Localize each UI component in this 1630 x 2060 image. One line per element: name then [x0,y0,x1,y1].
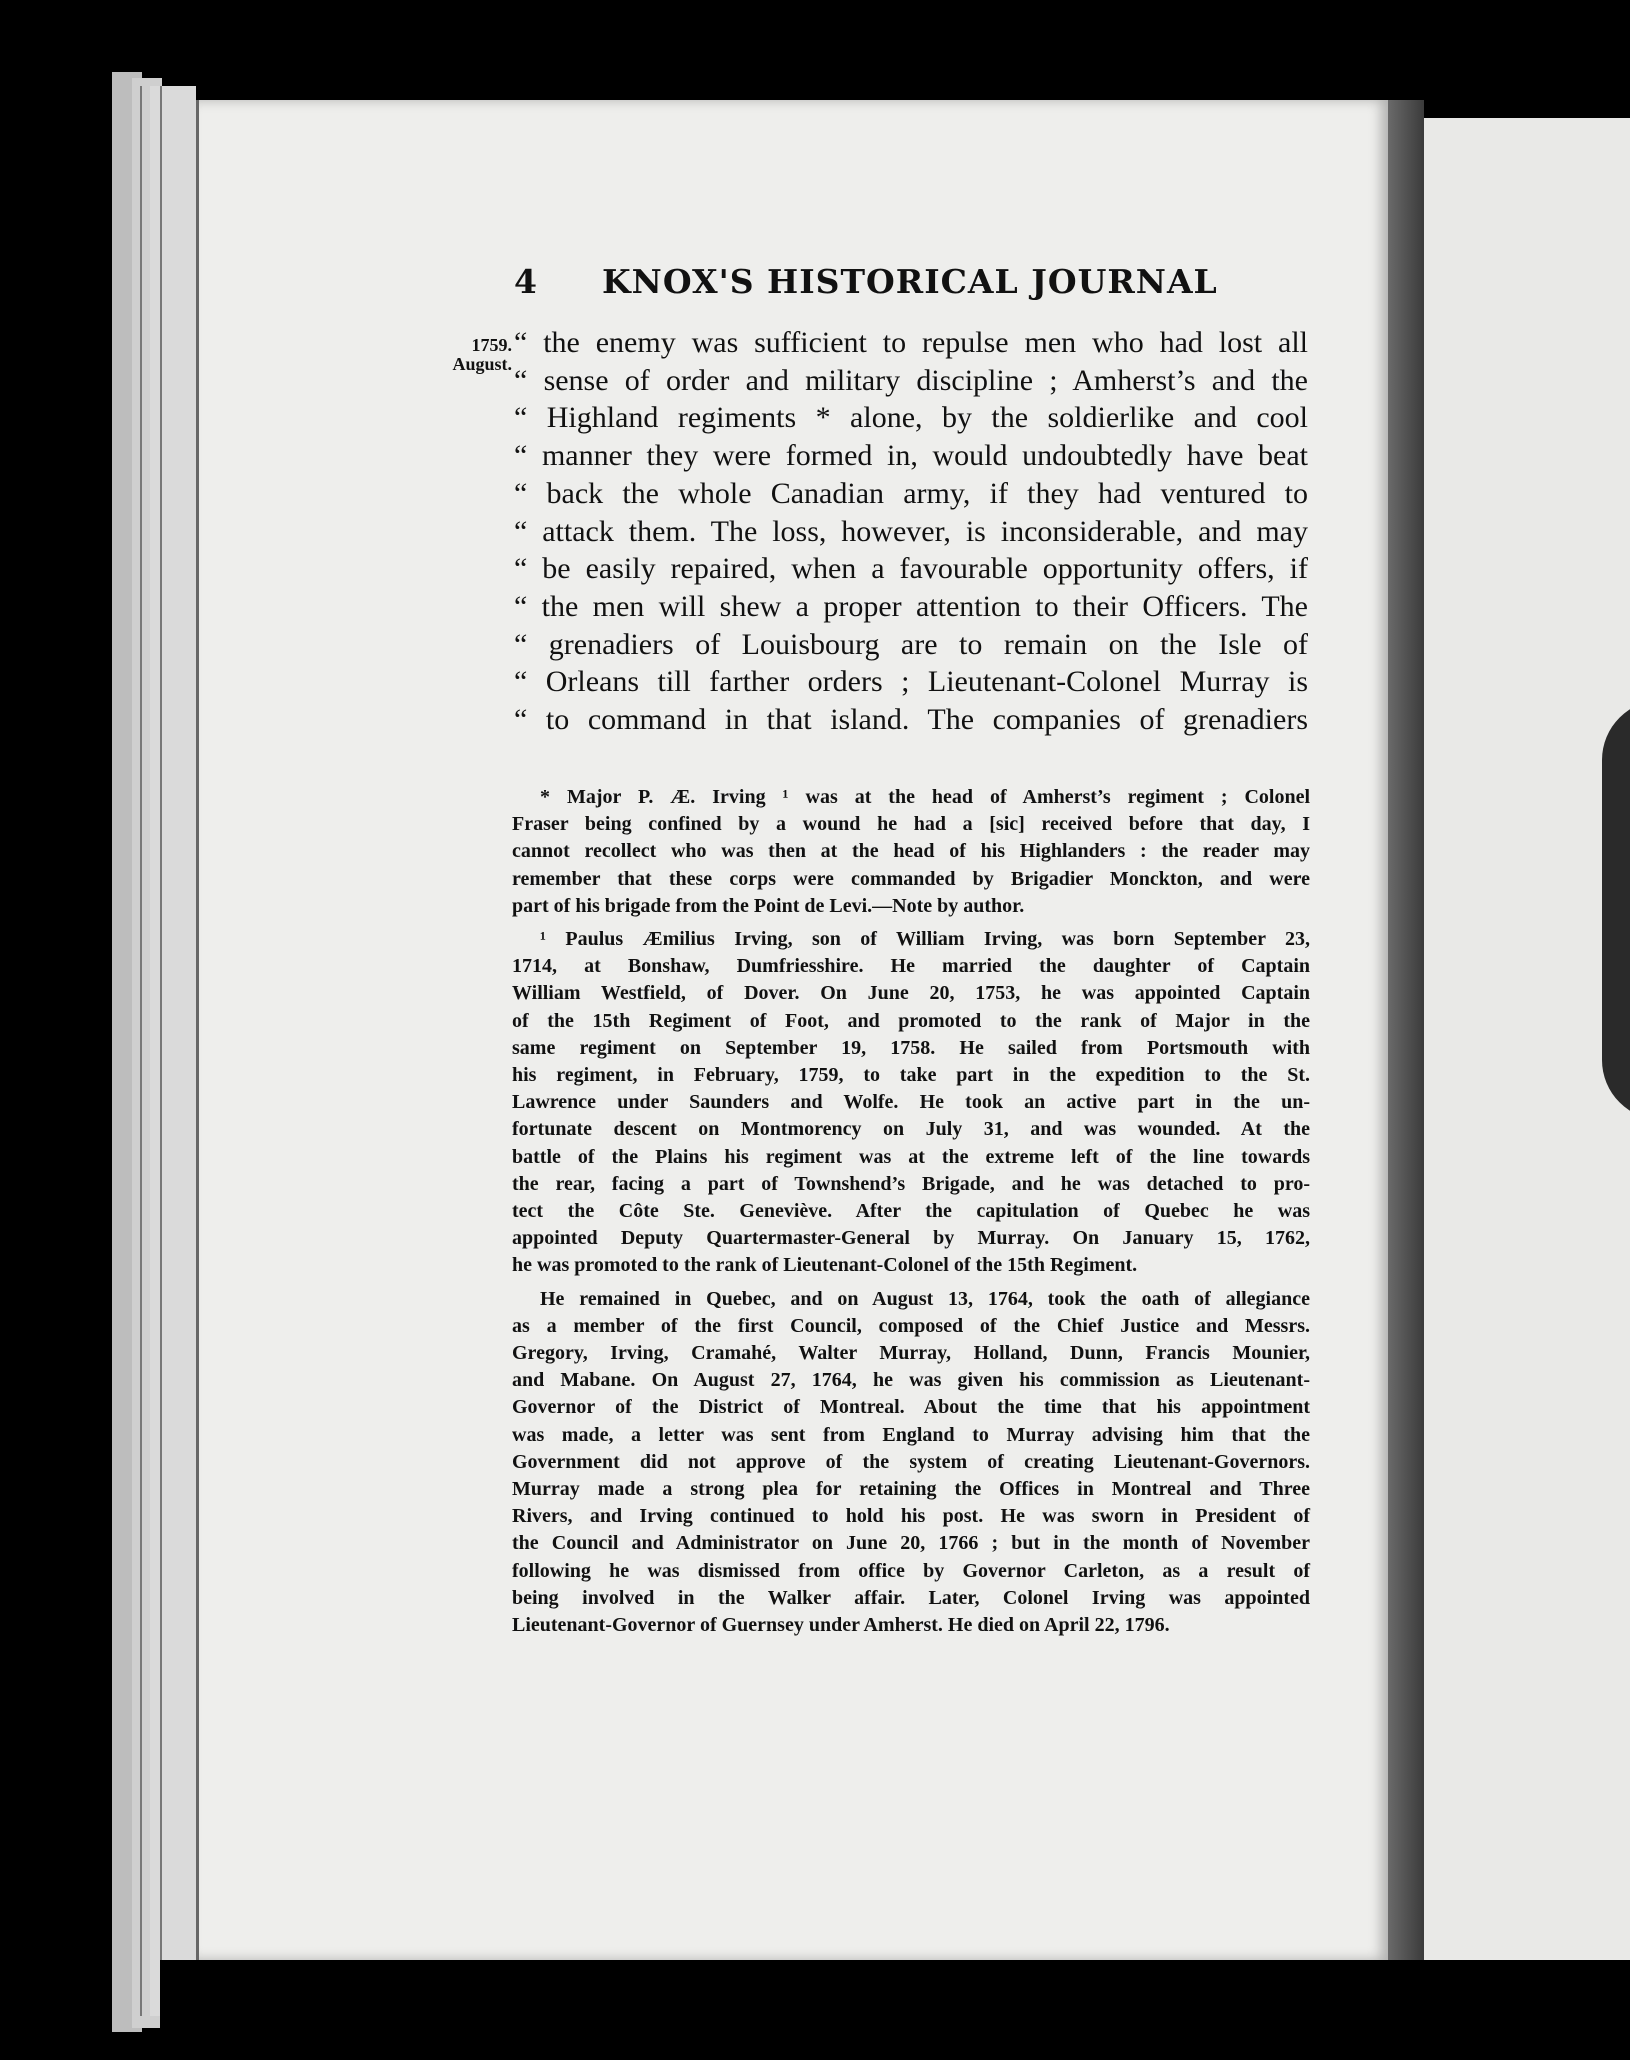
footnote-line: battle of the Plains his regiment was at the extreme left of the line towards [512,1145,1310,1168]
footnote-line: was made, a letter was sent from England to Murray advising him that the [512,1423,1310,1446]
footnote-line: part of his brigade from the Point de Levi.—Note by author. [512,894,1025,917]
footnote-line: Rivers, and Irving continued to hold his post. He was sworn in President of [512,1505,1310,1528]
body-text-line: “ Highland regiments * alone, by the soldierlike and cool [514,401,1308,435]
scan-border [160,1960,1630,2060]
body-text-line: “ the men will shew a proper attention to their Officers. The [514,589,1308,623]
body-text-line: “ to command in that island. The companies of grenadiers [514,703,1308,737]
margin-month: August. [452,354,512,374]
footnote-line: Fraser being confined by a wound he had a [sic] received before that day, I [512,813,1310,836]
page-edge-line [140,86,142,2016]
footnote-line: fortunate descent on Montmorency on July 31, and was wounded. At the [512,1118,1310,1141]
footnote-line: as a member of the first Council, composed of the Chief Justice and Messrs. [512,1314,1310,1337]
footnote-line: the rear, facing a part of Townshend’s Brigade, and he was detached to pro- [512,1172,1310,1195]
running-header [514,262,1314,301]
footnote-line: of the 15th Regiment of Foot, and promoted to the rank of Major in the [512,1009,1310,1032]
footnote-line: remember that these corps were commanded by Brigadier Monckton, and were [512,867,1310,890]
footnote-line: the Council and Administrator on June 20, 1766 ; but in the month of November [512,1532,1310,1555]
footnote-irving-biography [512,926,1310,1280]
body-text-line: “ back the whole Canadian army, if they had ventured to [514,476,1308,510]
footnote-line: he was promoted to the rank of Lieutenant-Colonel of the 15th Regiment. [512,1254,1138,1277]
page-number: 4 [514,262,538,301]
facing-page-plate [1602,700,1630,1120]
footnote-line: He remained in Quebec, and on August 13, 1764, took the oath of allegiance [540,1287,1310,1310]
margin-year: 1759. [471,335,512,355]
footnote-line: Lieutenant-Governor of Guernsey under Amherst. He died on April 22, 1796. [512,1614,1170,1637]
running-title: KNOX'S HISTORICAL JOURNAL [602,262,1218,301]
footnote-line: his regiment, in February, 1759, to take part in the expedition to the St. [512,1064,1310,1087]
page-edge [150,86,196,2016]
body-text-line: “ attack them. The loss, however, is inconsiderable, and may [514,514,1308,548]
footnote-irving-career [512,1286,1310,1640]
footnote-line: Government did not approve of the system of creating Lieutenant-Governors. [512,1450,1310,1473]
body-text-line: “ the enemy was sufficient to repulse men who had lost all [514,326,1308,359]
footnote-line: Lawrence under Saunders and Wolfe. He took an active part in the un- [512,1091,1310,1114]
footnote-line: same regiment on September 19, 1758. He sailed from Portsmouth with [512,1036,1310,1059]
footnote-line: 1714, at Bonshaw, Dumfriesshire. He married the daughter of Captain [512,955,1310,978]
main-text [514,324,1308,739]
footnote-line: Murray made a strong plea for retaining the Offices in Montreal and Three [512,1478,1310,1501]
footnote-line: * Major P. Æ. Irving ¹ was at the head of Amherst’s regiment ; Colonel [540,786,1310,808]
page-edge-line [160,86,162,2016]
footnotes [512,784,1310,1639]
body-text-line: “ sense of order and military discipline ; Amherst’s and the [514,363,1308,397]
body-text-line: “ manner they were formed in, would undoubtedly have beat [514,439,1308,473]
margin-date [436,336,512,374]
footnote-line: Governor of the District of Montreal. About the time that his appointment [512,1396,1310,1419]
footnote-line: and Mabane. On August 27, 1764, he was given his commission as Lieutenant- [512,1369,1310,1392]
footnote-author [512,784,1310,920]
facing-page [1424,118,1630,1960]
footnote-line: tect the Côte Ste. Geneviève. After the capitulation of Quebec he was [512,1200,1310,1223]
footnote-line: cannot recollect who was then at the head of his Highlanders : the reader may [512,840,1310,863]
body-text-line: “ Orleans till farther orders ; Lieutenant-Colonel Murray is [514,665,1308,699]
body-text-line: “ be easily repaired, when a favourable opportunity offers, if [514,552,1308,586]
footnote-line: appointed Deputy Quartermaster-General by Murray. On January 15, 1762, [512,1227,1310,1250]
footnote-line: Gregory, Irving, Cramahé, Walter Murray, Holland, Dunn, Francis Mounier, [512,1342,1310,1365]
body-text-line: “ grenadiers of Louisbourg are to remain on the Isle of [514,627,1308,661]
footnote-line: ¹ Paulus Æmilius Irving, son of William Irving, was born September 23, [540,928,1310,951]
book-gutter [1388,100,1424,1960]
footnote-line: being involved in the Walker affair. Later, Colonel Irving was appointed [512,1586,1310,1609]
footnote-line: William Westfield, of Dover. On June 20, 1753, he was appointed Captain [512,982,1310,1005]
footnote-line: following he was dismissed from office by Governor Carleton, as a result of [512,1559,1310,1582]
